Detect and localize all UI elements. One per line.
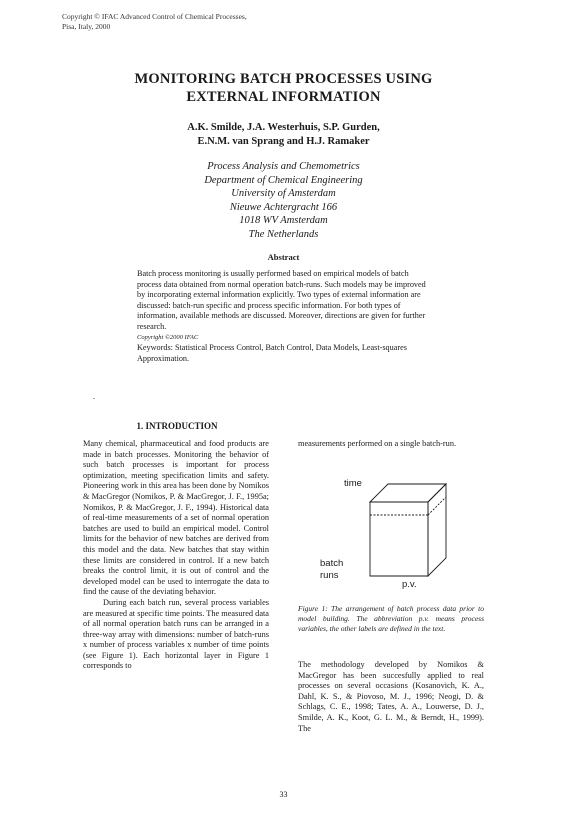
figure-label-pv: p.v. — [402, 579, 417, 590]
right-column-top — [298, 439, 484, 450]
affiliation — [0, 160, 567, 241]
affiliation-line-6: The Netherlands — [248, 228, 319, 240]
copyright-line-2: Pisa, Italy, 2000 — [62, 22, 111, 31]
keywords: Keywords: Statistical Process Control, Batch Control, Data Models, Least-squares Approximation. — [137, 343, 407, 363]
figure-label-batch: batch — [320, 558, 344, 569]
stray-mark: . — [93, 392, 95, 401]
affiliation-line-3: University of Amsterdam — [231, 188, 336, 199]
authors-line-2: E.N.M. van Sprang and H.J. Ramaker — [197, 136, 370, 147]
affiliation-line-5: 1018 WV Amsterdam — [239, 215, 328, 226]
copyright-notice — [62, 12, 247, 32]
right-paragraph-1: measurements performed on a single batch-run. — [298, 439, 457, 448]
intro-paragraph-1: Many chemical, pharmaceutical and food products are made in batch processes. Monitoring the behavior of such batch processes is important for process optimization, meeting specification limits and safety. Pioneering work in this area has been done by Nomikos & MacGregor (Nomikos, P. & MacGregor, J. F., 1995a; Nomikos, P. & MacGregor, J. F., 1994). Historical data of real-time measurements of a set of normal operation batches are used to build an empirical model. Control limits for the behavior of new batches are derived from this model and the data. New batches that stay within these limits are considered in control. If a new batch breaks the control limit, it is out of control and the developed model can be used to interrogate the data to find the cause of the deviating behavior. — [83, 439, 269, 597]
affiliation-line-1: Process Analysis and Chemometrics — [207, 161, 360, 172]
section-heading-introduction: 1. INTRODUCTION — [136, 421, 218, 431]
figure-caption: Figure 1: The arrangement of batch process data prior to model building. The abbreviation p.v. means process variables, the other labels are defined in the text. — [298, 604, 484, 633]
abstract-text: Batch process monitoring is usually performed based on empirical models of batch process data obtained from normal operation batch-runs. Such models may be improved by incorporating external information explicitly. Two types of external information are discussed: batch-run specific and process specific information. For both types of information, available methods are discussed. Moreover, directions are given for further research. — [137, 269, 426, 331]
title-line-1: MONITORING BATCH PROCESSES USING — [134, 71, 433, 87]
cube-side-face — [428, 484, 446, 576]
figure-batch-cube — [310, 470, 460, 590]
affiliation-line-2: Department of Chemical Engineering — [204, 174, 363, 186]
copyright-line-1: Copyright © IFAC Advanced Control of Chemical Processes, — [62, 12, 247, 21]
authors-line-1: A.K. Smilde, J.A. Westerhuis, S.P. Gurden, — [187, 122, 380, 133]
cube-top-face — [370, 484, 446, 502]
abstract-heading: Abstract — [267, 252, 300, 262]
intro-paragraph-2: During each batch run, several process variables are measured at specific time points. The measured data of all normal operation batch runs can be arranged in a three-way array with dimensions: number of batch-runs x number of process variables x number of time points (see Figure 1). Each horizontal layer in Figure 1 corresponds to — [83, 597, 269, 671]
paper-title — [0, 70, 567, 106]
right-column-bottom — [298, 660, 484, 734]
cube-front-face — [370, 502, 428, 576]
right-paragraph-2: The methodology developed by Nomikos & MacGregor has been succesfully applied to real processes on several occasions (Kosanovich, K. A., Dahl, K. S., & Piovoso, M. J., 1996; Neogi, D. & Schlags, C. E., 1998; Tates, A. A., Louwerse, D. J., Smilde, A. K., Koot, G. L. M., & Berndt, H., 1999). The — [298, 660, 484, 733]
figure-label-time: time — [344, 478, 362, 489]
affiliation-line-4: Nieuwe Achtergracht 166 — [229, 201, 338, 213]
figure-label-runs: runs — [320, 570, 339, 581]
abstract-copyright: Copyright ©2000 IFAC — [137, 333, 199, 341]
title-line-2: EXTERNAL INFORMATION — [186, 89, 381, 105]
left-column — [83, 439, 269, 672]
abstract-body — [137, 269, 431, 364]
page-number: 33 — [279, 790, 288, 799]
author-list — [0, 121, 567, 149]
